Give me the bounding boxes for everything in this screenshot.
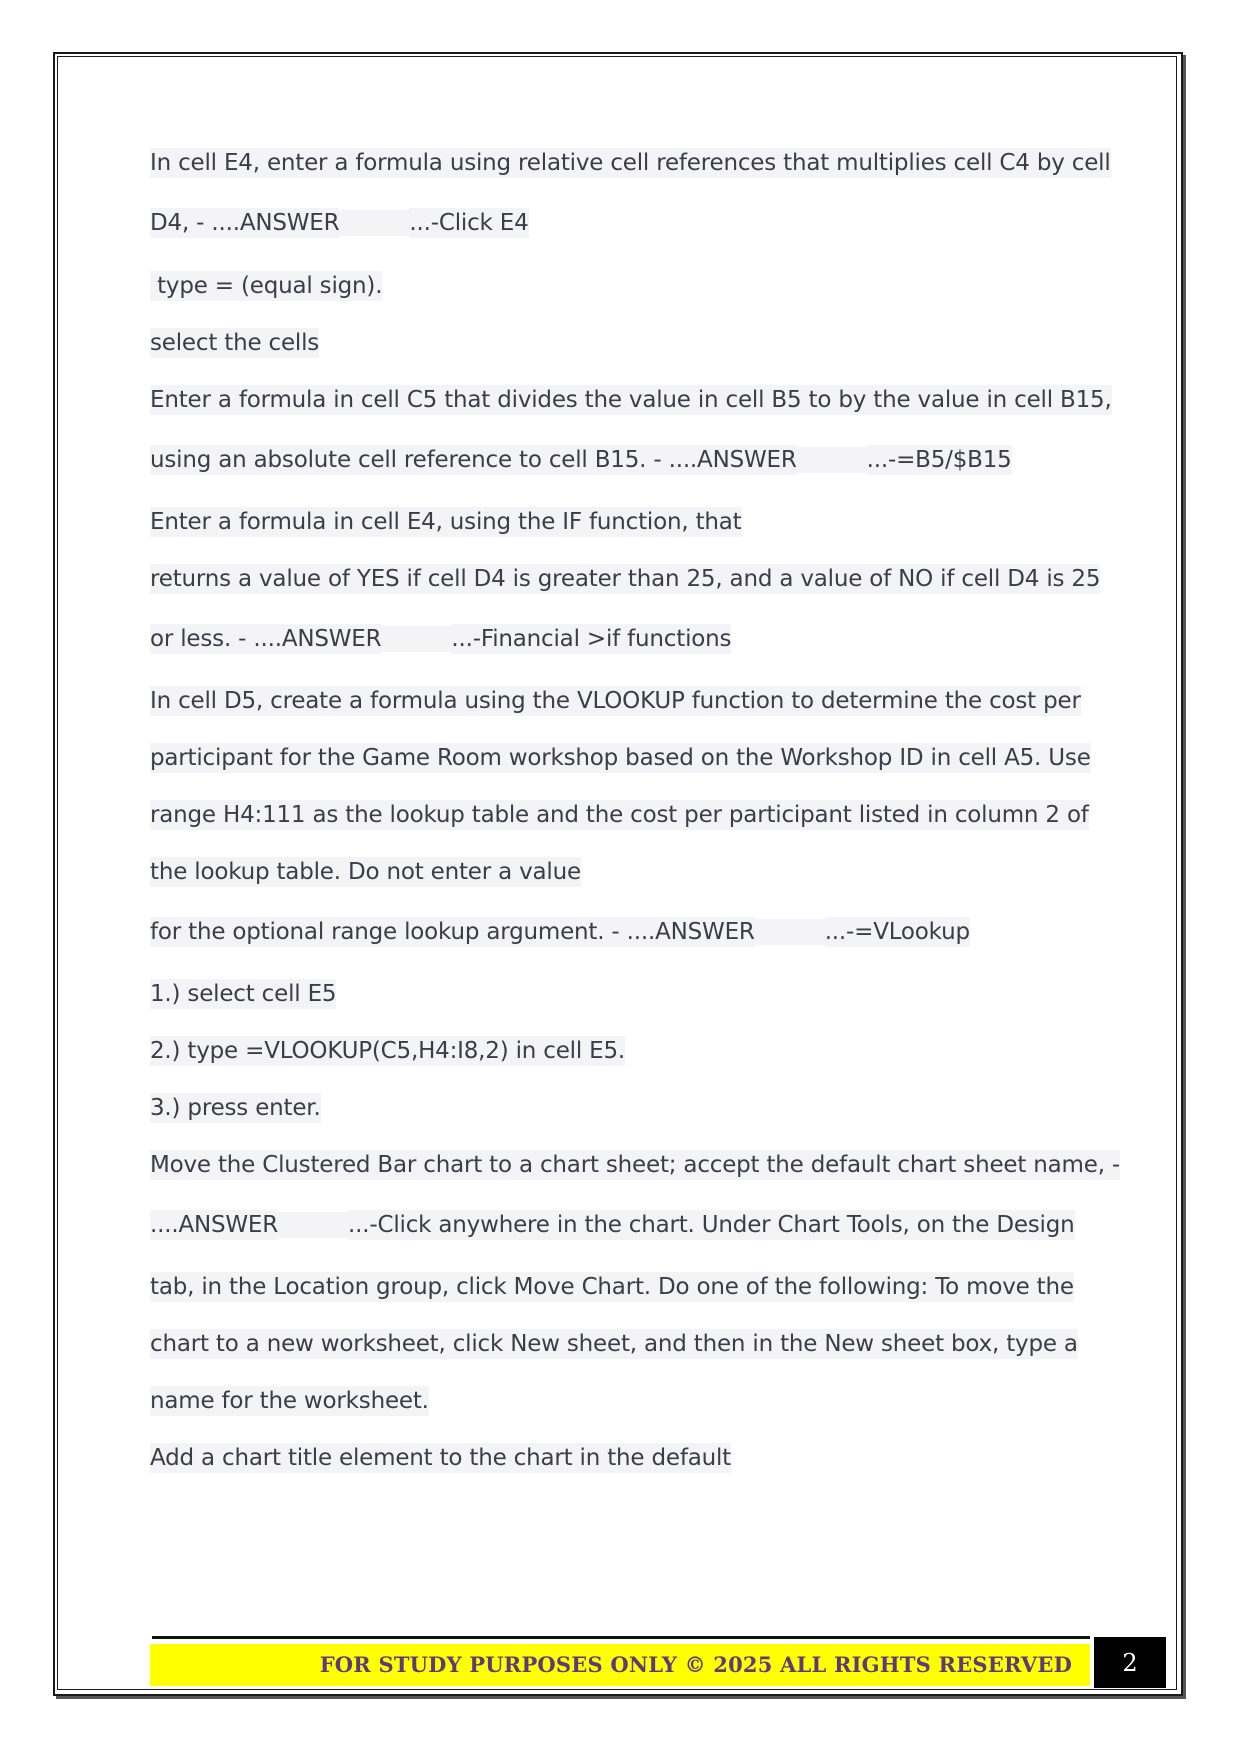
footer-banner [150,1644,1090,1686]
text-line-segment: range H4:111 as the lookup table and the cost per participant listed in column 2 of [150,802,1089,828]
text-line [150,979,336,1009]
footer-copyright: FOR STUDY PURPOSES ONLY © 2025 ALL RIGHTS RESERVED [319,1652,1072,1677]
answer-text: ...-=B5/$B15 [866,447,1012,473]
text-line [150,1093,321,1123]
text-line [150,445,1012,475]
answer-text: ...-Click E4 [409,210,529,236]
text-line-segment: the lookup table. Do not enter a value [150,859,581,885]
text-line [150,624,731,654]
answer-text: ...-=VLookup [824,919,970,945]
text-line [150,507,742,537]
text-line [150,1036,625,1066]
text-line [150,857,581,887]
text-line-segment: Enter a formula in cell E4, using the IF function, that [150,509,742,535]
text-line [150,328,319,358]
list-item: 2.) type =VLOOKUP(C5,H4:I8,2) in cell E5. [150,1038,626,1064]
list-item: 3.) press enter. [150,1095,321,1121]
text-line [150,385,1112,415]
text-line [150,800,1089,830]
text-line [150,686,1081,716]
text-line [150,743,1091,773]
footer-rule [152,1636,1090,1639]
question-end: ....ANSWER [150,1212,279,1238]
text-line-segment: name for the worksheet. [150,1388,429,1414]
text-line-segment: Add a chart title element to the chart in the default [150,1445,731,1471]
answer-text: ...-Click anywhere in the chart. Under Chart Tools, on the Design [348,1212,1075,1238]
text-line [150,208,529,238]
list-item: 1.) select cell E5 [150,981,337,1007]
text-line-segment: participant for the Game Room workshop based on the Workshop ID in cell A5. Use [150,745,1091,771]
text-line [150,148,1111,178]
text-line [150,564,1100,594]
answer-text: ...-Financial >if functions [451,626,732,652]
text-line [150,917,970,947]
text-line [150,271,382,301]
question-end: D4, - ....ANSWER [150,210,340,236]
text-line-segment: In cell D5, create a formula using the VLOOKUP function to determine the cost per [150,688,1081,714]
text-line-segment: returns a value of YES if cell D4 is greater than 25, and a value of NO if cell D4 is 25 [150,566,1101,592]
text-line-segment: Move the Clustered Bar chart to a chart sheet; accept the default chart sheet name, - [150,1152,1121,1178]
text-line [150,1386,429,1416]
question-end: or less. - ....ANSWER [150,626,382,652]
question-end: using an absolute cell reference to cell B15. - ....ANSWER [150,447,797,473]
text-line-segment: chart to a new worksheet, click New sheet, and then in the New sheet box, type a [150,1331,1078,1357]
text-line-segment: tab, in the Location group, click Move Chart. Do one of the following: To move the [150,1274,1074,1300]
page-number: 2 [1094,1637,1166,1688]
text-line-segment: select the cells [150,330,320,356]
question-end: for the optional range lookup argument. - ....ANSWER [150,919,755,945]
text-line [150,1272,1074,1302]
text-line [150,1150,1120,1180]
text-line-segment: type = (equal sign). [150,273,383,299]
text-line [150,1329,1078,1359]
text-line-segment: In cell E4, enter a formula using relative cell references that multiplies cell C4 by cell [150,150,1111,176]
text-line [150,1210,1075,1240]
text-line-segment: Enter a formula in cell C5 that divides the value in cell B5 to by the value in cell B15, [150,387,1112,413]
text-line [150,1443,731,1473]
